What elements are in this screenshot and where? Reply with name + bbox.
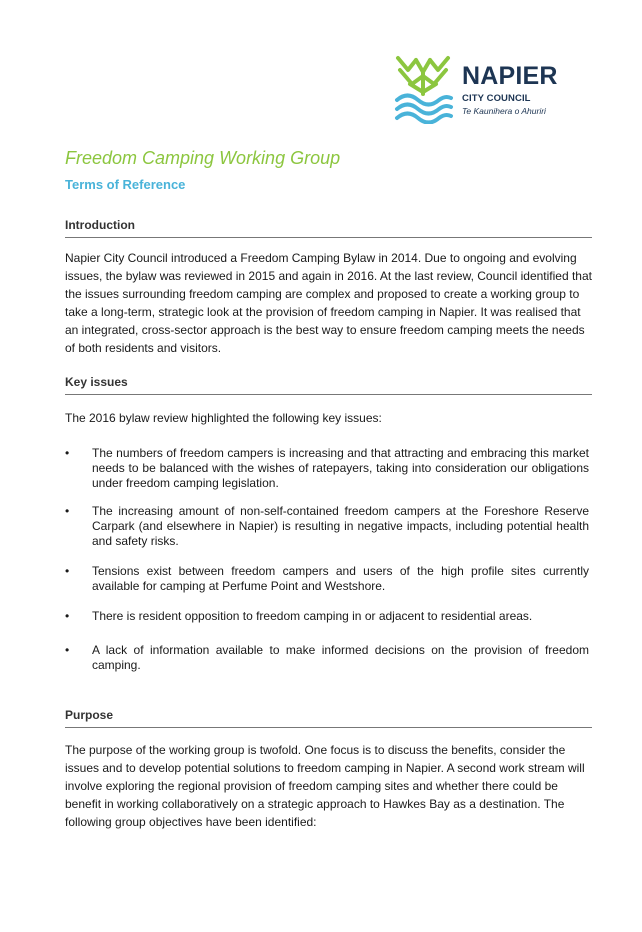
- list-item-text: There is resident opposition to freedom camping in or adjacent to residential areas.: [92, 609, 533, 623]
- list-item-text: Tensions exist between freedom campers and users of the high profile sites currently available for camping at Perfume Point and Westshore.: [92, 564, 589, 593]
- list-item-text: The increasing amount of non-self-contained freedom campers at the Foreshore Reserve Carpark (and elsewhere in Napier) is resulting in negative impacts, including potential health and safety risks.: [92, 504, 589, 548]
- purpose-body: The purpose of the working group is twofold. One focus is to discuss the benefits, consider the issues and to develop potential solutions to freedom camping in Napier. A second work stream will involve exploring the regional provision of freedom camping sites and whether there could be benefit in working collaboratively on a strategic approach to Hawkes Bay as a destination. The following group objectives have been identified:: [65, 743, 585, 829]
- page-subtitle: Terms of Reference: [65, 177, 186, 192]
- list-item-text: A lack of information available to make informed decisions on the provision of freedom camping.: [92, 643, 589, 672]
- bullet-icon: •: [65, 446, 70, 460]
- bullet-icon: •: [65, 609, 70, 623]
- logo-maori-name: Te Kaunihera o Ahuriri: [462, 106, 546, 116]
- napier-city-council-logo: [394, 54, 574, 124]
- key-issues-heading: Key issues: [65, 375, 592, 395]
- bullet-icon: •: [65, 504, 70, 518]
- bullet-icon: •: [65, 564, 70, 578]
- logo-subtitle: CITY COUNCIL: [462, 93, 531, 104]
- tree-waves-logo-icon: [394, 54, 454, 124]
- page-title: Freedom Camping Working Group: [65, 148, 341, 168]
- purpose-heading: Purpose: [65, 708, 592, 728]
- introduction-heading: Introduction: [65, 218, 592, 238]
- key-issues-intro: The 2016 bylaw review highlighted the following key issues:: [65, 411, 382, 425]
- introduction-body: Napier City Council introduced a Freedom Camping Bylaw in 2014. Due to ongoing and evolving issues, the bylaw was reviewed in 2015 and again in 2016. At the last review, Council identified that the issues surrounding freedom camping are complex and proposed to create a working group to take a long-term, strategic look at the provision of freedom camping in Napier. It was realised that an integrated, cross-sector approach is the best way to ensure freedom camping meets the needs of both residents and visitors.: [65, 251, 592, 355]
- bullet-icon: •: [65, 643, 70, 657]
- list-item-text: The numbers of freedom campers is increasing and that attracting and embracing this market needs to be balanced with the wishes of ratepayers, taking into consideration our obligations under freedom camping legislation.: [92, 446, 589, 490]
- logo-name: NAPIER: [462, 62, 558, 90]
